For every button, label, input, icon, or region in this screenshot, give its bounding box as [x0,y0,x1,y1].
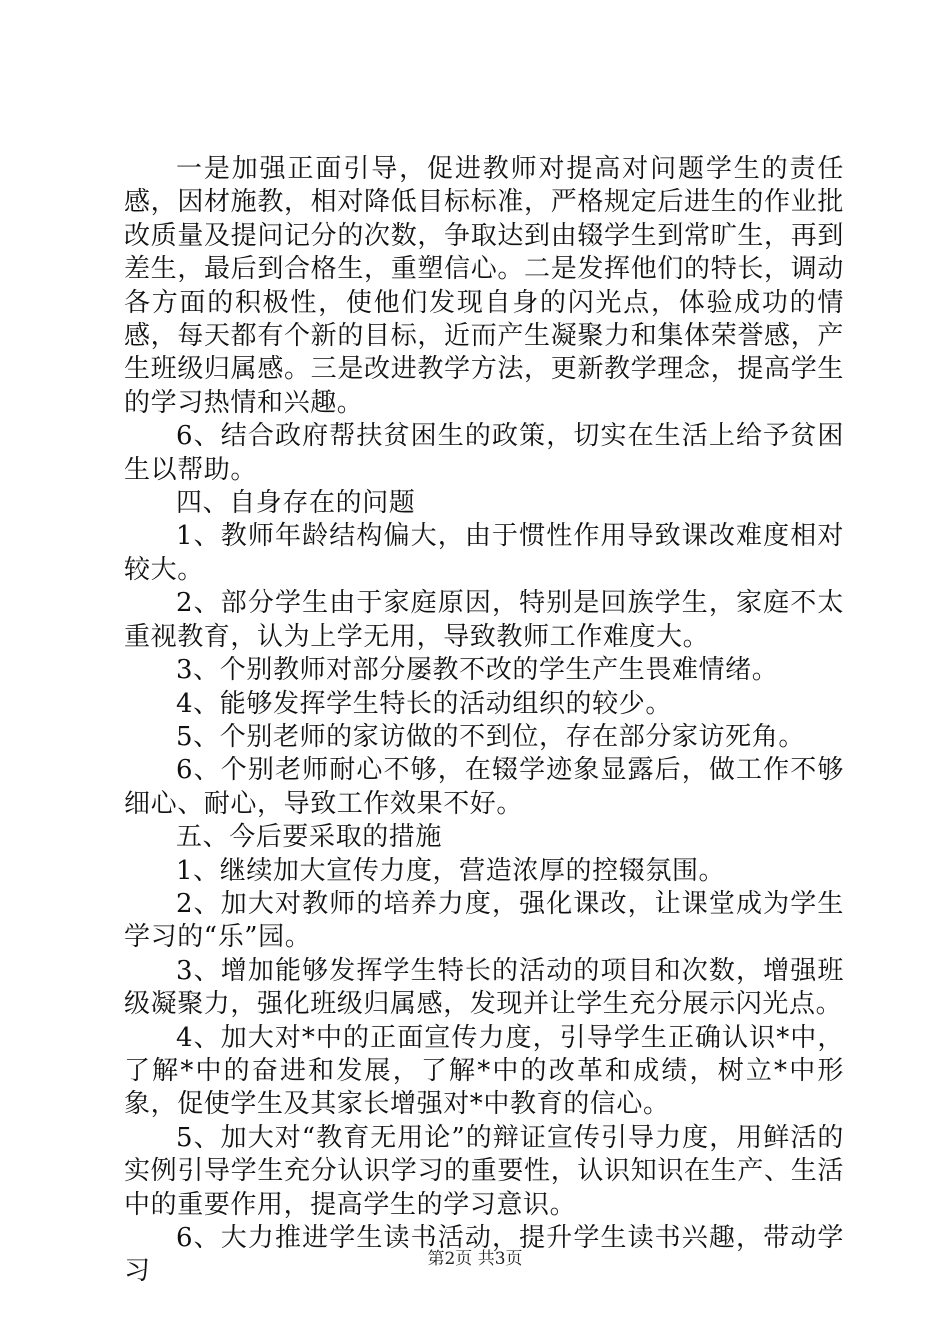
paragraph: 6、结合政府帮扶贫困生的政策，切实在生活上给予贫困生以帮助。 [124,421,844,485]
paragraph: 4、加大对*中的正面宣传力度，引导学生正确认识*中，了解*中的奋进和发展，了解*中的改革和成绩，树立*中形象，促使学生及其家长增强对*中教育的信心。 [124,1022,844,1120]
page-footer: 第2页 共3页 [427,1249,523,1269]
section-heading: 五、今后要采取的措施 [176,822,443,853]
paragraph: 3、个别教师对部分屡教不改的学生产生畏难情绪。 [176,655,779,686]
document-body [124,153,844,1289]
paragraph: 5、加大对“教育无用论”的辩证宣传引导力度，用鲜活的实例引导学生充分认识学习的重要性，认识知识在生产、生活中的重要作用，提高学生的学习意识。 [124,1122,844,1220]
paragraph: 5、个别老师的家访做的不到位，存在部分家访死角。 [176,721,805,752]
paragraph: 4、能够发挥学生特长的活动组织的较少。 [176,688,672,719]
paragraph: 2、部分学生由于家庭原因，特别是回族学生，家庭不太重视教育，认为上学无用，导致教师工作难度大。 [124,588,844,652]
section-heading: 四、自身存在的问题 [176,488,416,519]
paragraph: 6、大力推进学生读书活动，提升学生读书兴趣，带动学习 [124,1223,844,1287]
paragraph: 1、教师年龄结构偏大，由于惯性作用导致课改难度相对较大。 [124,521,844,585]
paragraph: 一是加强正面引导，促进教师对提高对问题学生的责任感，因材施教，相对降低目标标准，严格规定后进生的作业批改质量及提问记分的次数，争取达到由辍学生到常旷生，再到差生，最后到合格生，重塑信心。二是发挥他们的特长，调动各方面的积极性，使他们发现自身的闪光点，体验成功的情感，每天都有个新的目标，近而产生凝聚力和集体荣誉感，产生班级归属感。三是改进教学方法，更新教学理念，提高学生的学习热情和兴趣。 [124,154,844,418]
paragraph: 3、增加能够发挥学生特长的活动的项目和次数，增强班级凝聚力，强化班级归属感，发现并让学生充分展示闪光点。 [124,955,844,1020]
paragraph: 2、加大对教师的培养力度，强化课改，让课堂成为学生学习的“乐”园。 [124,888,844,953]
paragraph: 6、个别老师耐心不够，在辍学迹象显露后，做工作不够细心、耐心，导致工作效果不好。 [124,755,844,819]
paragraph: 1、继续加大宣传力度，营造浓厚的控辍氛围。 [176,855,726,886]
